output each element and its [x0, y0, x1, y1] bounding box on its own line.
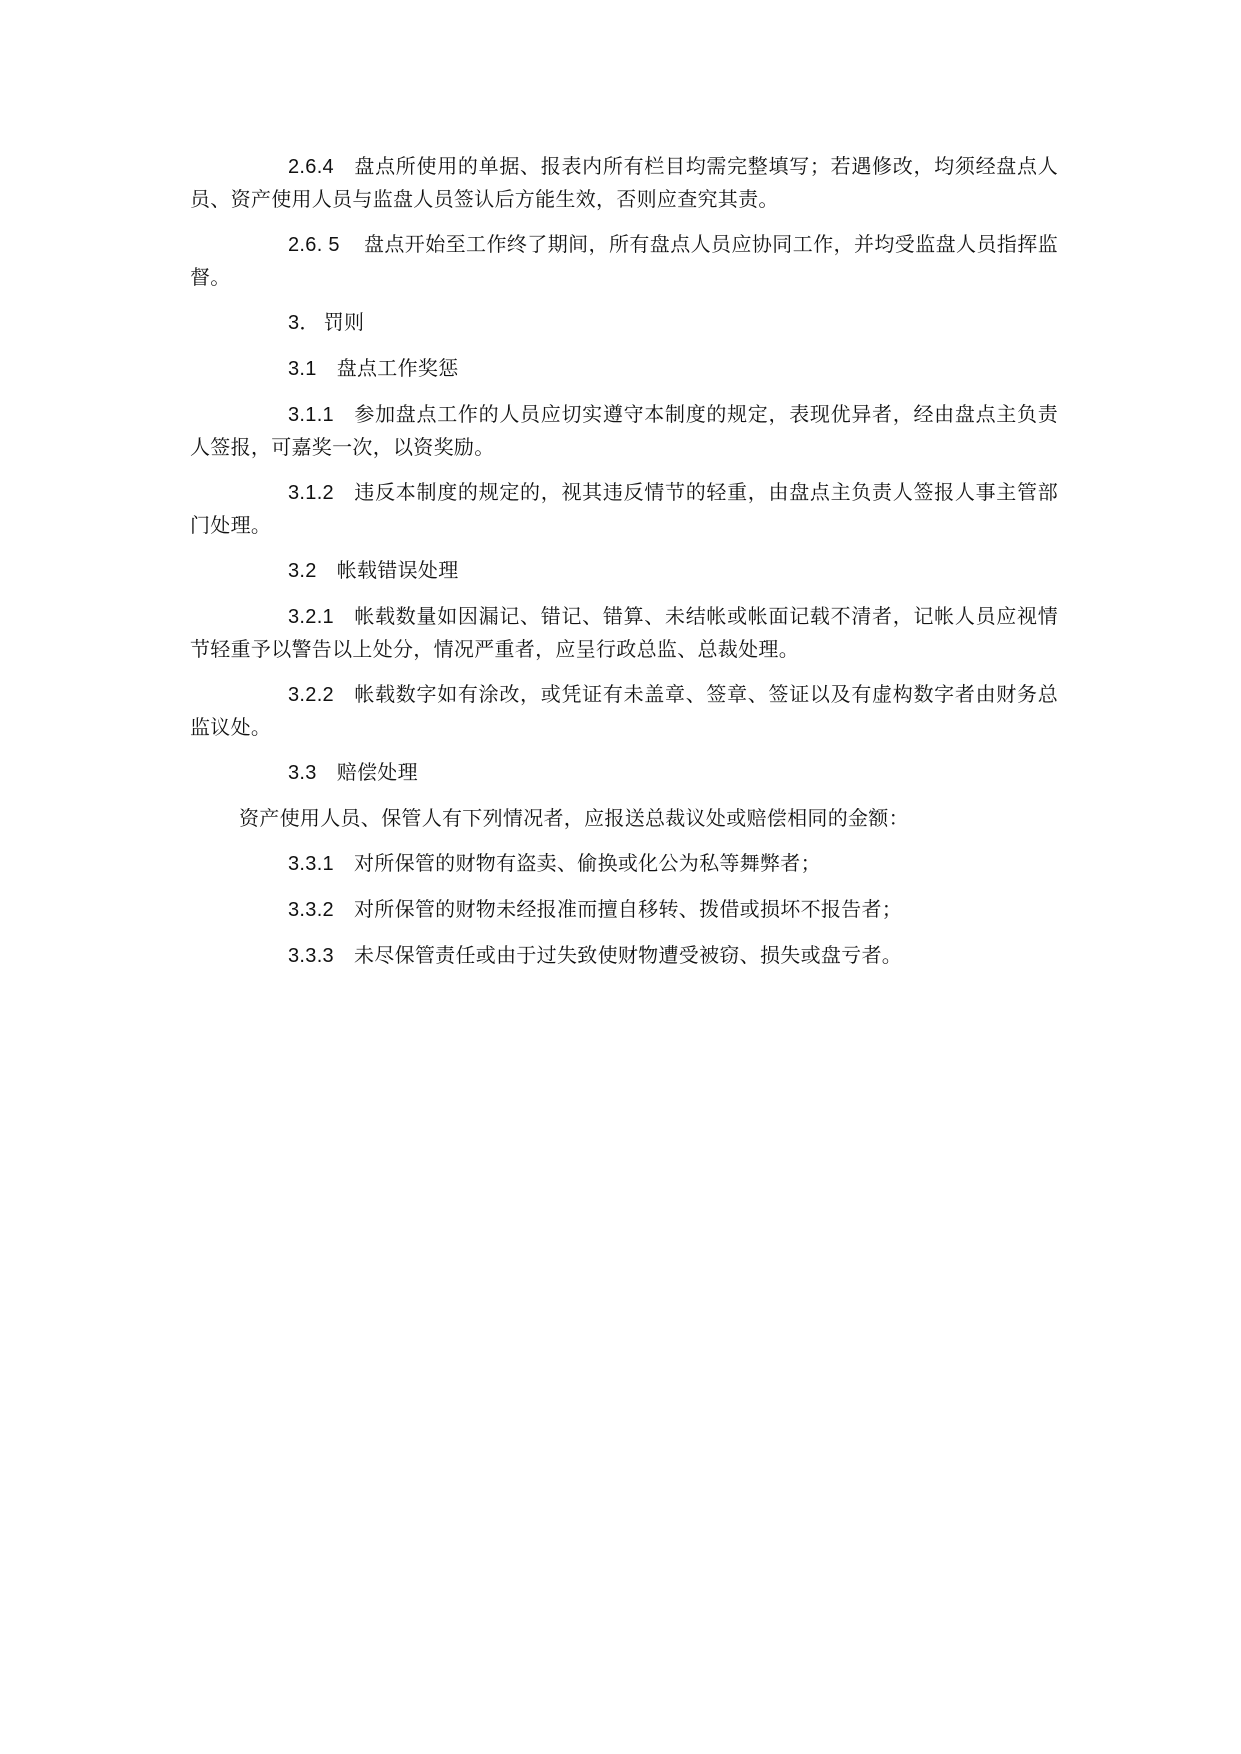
heading-text: 赔偿处理 [336, 760, 418, 784]
paragraph-2-6-4 [190, 150, 1058, 215]
paragraph-3-1-1 [190, 398, 1058, 463]
paragraph-text: 违反本制度的规定的，视其违反情节的轻重，由盘点主负责人签报人事主管部门处理。 [190, 480, 1058, 537]
heading-text: 盘点工作奖惩 [336, 356, 459, 380]
paragraph-2-6-5 [190, 228, 1058, 293]
paragraph-3-3-2 [190, 893, 1058, 926]
paragraph-text: 对所保管的财物有盗卖、偷换或化公为私等舞弊者； [353, 851, 821, 875]
paragraph-3-2-2 [190, 678, 1058, 743]
heading-3-1 [190, 352, 1058, 385]
section-number: 3.1.2 [288, 482, 334, 504]
paragraph-3-3-1 [190, 847, 1058, 880]
document-body [190, 150, 1058, 985]
section-number: 3.1 [288, 358, 317, 380]
heading-text: 帐载错误处理 [336, 558, 459, 582]
paragraph-text: 帐载数量如因漏记、错记、错算、未结帐或帐面记载不清者，记帐人员应视情节轻重予以警告以上处分，情况严重者，应呈行政总监、总裁处理。 [190, 604, 1058, 661]
section-number: 3.3.1 [288, 853, 334, 875]
section-number: 3.1.1 [288, 404, 334, 426]
heading-3-3 [190, 756, 1058, 789]
heading-3-2 [190, 554, 1058, 587]
paragraph-text: 参加盘点工作的人员应切实遵守本制度的规定，表现优异者，经由盘点主负责人签报，可嘉奖一次，以资奖励。 [190, 402, 1058, 459]
section-number: 2.6. 5 [288, 234, 340, 256]
paragraph-text: 未尽保管责任或由于过失致使财物遭受被窃、损失或盘亏者。 [353, 943, 903, 967]
heading-3-penalties [190, 306, 1058, 339]
section-number: 3.2.2 [288, 684, 334, 706]
section-number: 3.3 [288, 762, 317, 784]
section-number: 3.3.3 [288, 945, 334, 967]
section-number: 3.3.2 [288, 899, 334, 921]
paragraph-text: 帐载数字如有涂改，或凭证有未盖章、签章、签证以及有虚构数字者由财务总监议处。 [190, 682, 1058, 739]
section-number: 3.2.1 [288, 606, 334, 628]
section-number: 3． [288, 312, 320, 334]
paragraph-3-2-1 [190, 600, 1058, 665]
paragraph-3-3-3 [190, 939, 1058, 972]
paragraph-text: 盘点开始至工作终了期间，所有盘点人员应协同工作，并均受监盘人员指挥监督。 [190, 232, 1058, 289]
section-number: 2.6.4 [288, 156, 334, 178]
paragraph-text: 盘点所使用的单据、报表内所有栏目均需完整填写；若遇修改，均须经盘点人员、资产使用人员与监盘人员签认后方能生效，否则应查究其责。 [190, 154, 1058, 211]
heading-text: 罚则 [323, 310, 365, 334]
paragraph-3-1-2 [190, 476, 1058, 541]
paragraph-3-3-intro [190, 802, 1058, 834]
paragraph-text: 对所保管的财物未经报准而擅自移转、拨借或损坏不报告者； [353, 897, 903, 921]
section-number: 3.2 [288, 560, 317, 582]
paragraph-text: 资产使用人员、保管人有下列情况者，应报送总裁议处或赔偿相同的金额： [239, 806, 909, 830]
